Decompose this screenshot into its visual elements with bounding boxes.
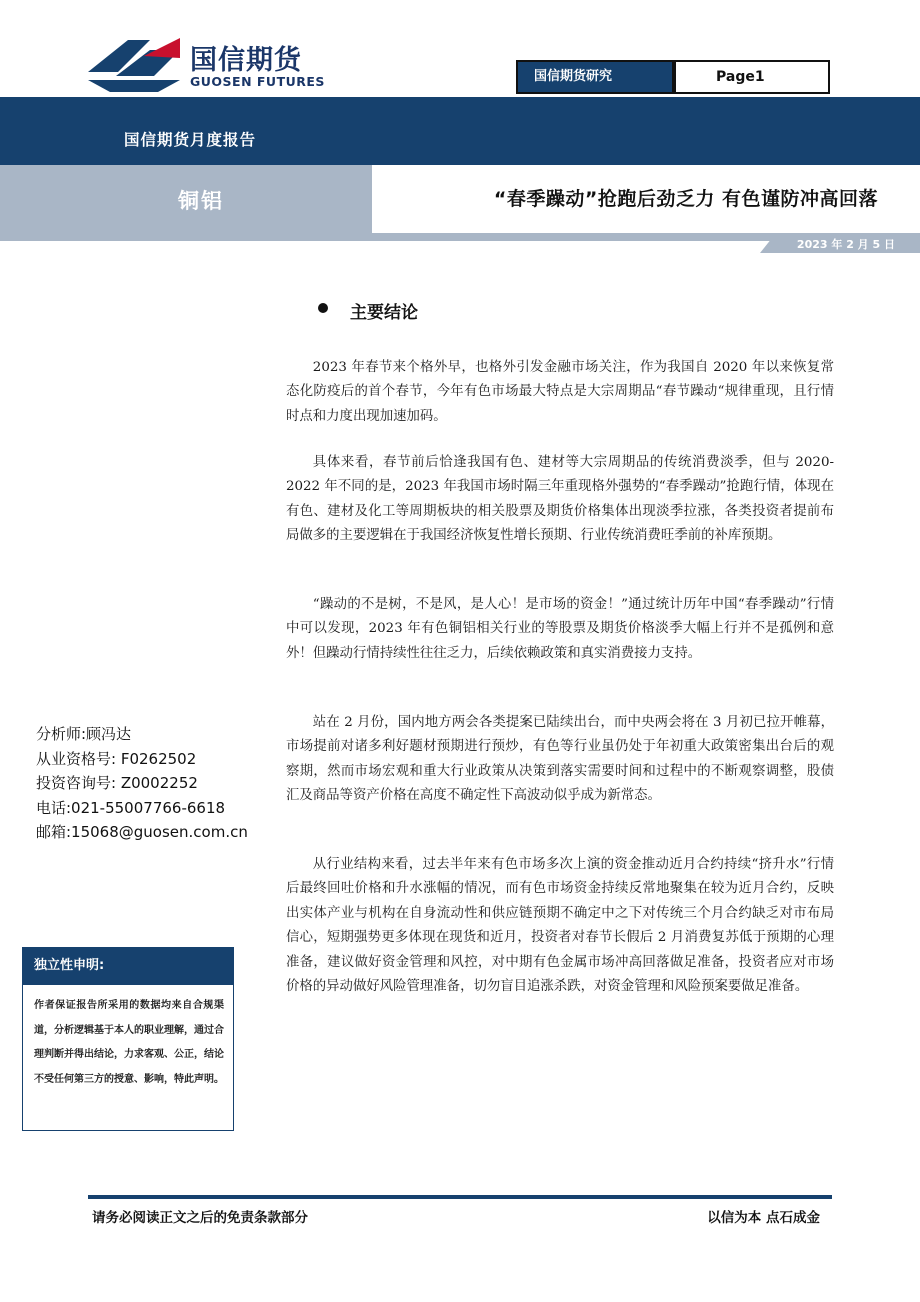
analyst-info — [36, 722, 248, 845]
paragraph: 具体来看，春节前后恰逢我国有色、建材等大宗周期品的传统消费淡季，但与 2020-2022 年不同的是，2023 年我国市场时隔三年重现格外强势的“春季躁动”抢跑行情，体现在有色、建材及化工等周期板块的相关股票及期货价格集体出现淡季拉涨，各类投资者提前布局做多的主要逻辑在于我国经济恢复性增长预期、行业传统消费旺季前的补库预期。 — [286, 455, 834, 544]
report-date: 2023 年 2 月 5 日 — [796, 238, 895, 251]
analyst-phone: 电话:021-55007766-6618 — [36, 798, 226, 817]
page-indicator: Page1 — [674, 60, 830, 94]
section-title: 主要结论 — [350, 303, 418, 323]
analyst-qualification: 从业资格号: F0262502 — [36, 749, 197, 768]
analyst-name: 分析师:顾冯达 — [36, 725, 132, 743]
brand-name-cn: 国信期货 — [190, 45, 302, 76]
report-headline: “春季躁动”抢跑后劲乏力 有色谨防冲高回落 — [493, 188, 878, 210]
statement-title: 独立性申明: — [22, 947, 234, 985]
paragraph: 2023 年春节来个格外早，也格外引发金融市场关注，作为我国自 2020 年以来恢复常态化防疫后的首个春节，今年有色市场最大特点是大宗周期品“春节躁动“规律重现，且行情时点和力度出现加速加码。 — [286, 360, 834, 424]
footer-slogan: 以信为本 点石成金 — [707, 1210, 820, 1226]
sector-label: 铜铝 — [178, 189, 224, 213]
brand-name-en: GUOSEN FUTURES — [190, 74, 325, 89]
bullet-icon — [318, 303, 328, 313]
paragraph: “躁动的不是树，不是风，是人心！是市场的资金！”通过统计历年中国“春季躁动”行情中可以发现，2023 年有色铜铝相关行业的等股票及期货价格淡季大幅上行并不是孤例和意外！但躁动行情持续性往往乏力，后续依赖政策和真实消费接力支持。 — [286, 597, 834, 661]
footer-disclaimer: 请务必阅读正文之后的免责条款部分 — [92, 1210, 308, 1226]
tab-research: 国信期货研究 — [516, 60, 674, 94]
statement-body: 作者保证报告所采用的数据均来自合规渠道，分析逻辑基于本人的职业理解，通过合理判断并得出结论，力求客观、公正，结论不受任何第三方的授意、影响，特此声明。 — [34, 1000, 224, 1085]
paragraph: 站在 2 月份，国内地方两会各类提案已陆续出台，而中央两会将在 3 月初已拉开帷幕，市场提前对诸多利好题材预期进行预炒，有色等行业虽仍处于年初重大政策密集出台后的观察期，然而市场宏观和重大行业政策从决策到落实需要时间和过程中的不断观察调整，股债汇及商品等资产价格在高度不确定性下高波动似乎成为新常态。 — [286, 715, 834, 804]
analyst-consulting: 投资咨询号: Z0002252 — [36, 774, 198, 792]
footer-divider — [88, 1195, 832, 1199]
report-type: 国信期货月度报告 — [124, 131, 257, 149]
analyst-email: 邮箱:15068@guosen.com.cn — [36, 823, 248, 841]
paragraph: 从行业结构来看，过去半年来有色市场多次上演的资金推动近月合约持续“挤升水”行情后最终回吐价格和升水涨幅的情况，而有色市场资金持续反常地聚集在较为近月合约，反映出实体产业与机构在自身流动性和供应链预期不确定中之下对传统三个月合约缺乏对市布局信心，短期强势更多体现在现货和近月，投资者对春节长假后 2 月消费复苏低于预期的心理准备，建议做好资金管理和风控，对中期有色金属市场冲高回落做足准备，投资者应对市场价格的异动做好风险管理准备，切勿盲目追涨杀跌，对资金管理和风险预案要做足准备。 — [286, 857, 834, 995]
